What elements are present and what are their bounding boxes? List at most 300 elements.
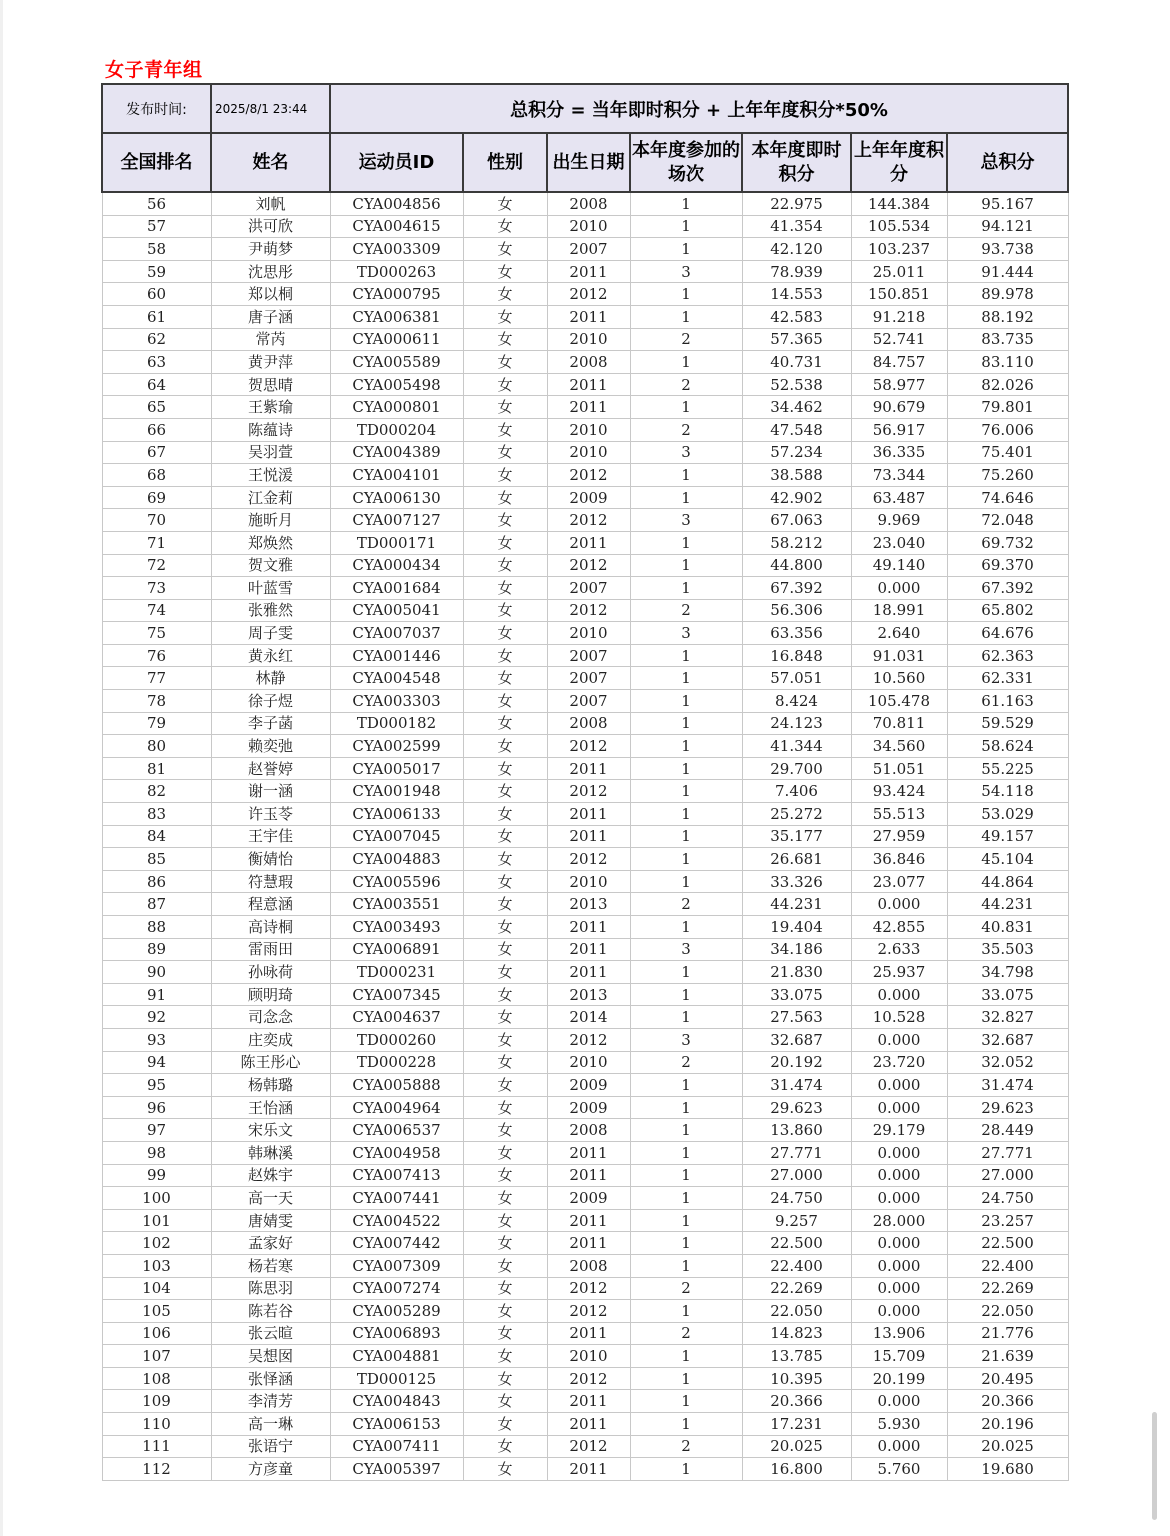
cell-total: 75.260 (947, 464, 1068, 487)
cell-current-points: 21.830 (742, 961, 851, 984)
score-formula: 总积分 = 当年即时积分 + 上年年度积分*50% (330, 84, 1068, 133)
cell-gender: 女 (463, 1458, 547, 1481)
cell-name: 李子菡 (211, 712, 330, 735)
table-row (102, 848, 1068, 871)
cell-last-year-points: 20.199 (851, 1367, 947, 1390)
cell-last-year-points: 90.679 (851, 396, 947, 419)
cell-events: 1 (630, 283, 742, 306)
scrollbar[interactable] (1152, 1412, 1157, 1520)
col-header-last-year-points: 上年年度积分 (851, 133, 947, 192)
cell-birth-year: 2007 (547, 644, 630, 667)
cell-name: 顾明琦 (211, 983, 330, 1006)
cell-events: 1 (630, 1209, 742, 1232)
cell-birth-year: 2011 (547, 260, 630, 283)
cell-birth-year: 2010 (547, 328, 630, 351)
cell-rank: 64 (102, 373, 211, 396)
cell-gender: 女 (463, 1028, 547, 1051)
cell-birth-year: 2007 (547, 690, 630, 713)
cell-athlete-id: TD000231 (330, 961, 463, 984)
cell-current-points: 27.771 (742, 1141, 851, 1164)
cell-name: 徐子煜 (211, 690, 330, 713)
cell-total: 45.104 (947, 848, 1068, 871)
cell-rank: 83 (102, 803, 211, 826)
cell-gender: 女 (463, 509, 547, 532)
cell-current-points: 27.563 (742, 1006, 851, 1029)
cell-total: 82.026 (947, 373, 1068, 396)
cell-birth-year: 2012 (547, 1435, 630, 1458)
cell-events: 2 (630, 1051, 742, 1074)
cell-athlete-id: CYA000434 (330, 554, 463, 577)
cell-total: 21.639 (947, 1345, 1068, 1368)
cell-name: 孟家好 (211, 1232, 330, 1255)
cell-total: 22.269 (947, 1277, 1068, 1300)
table-row (102, 283, 1068, 306)
cell-total: 20.495 (947, 1367, 1068, 1390)
cell-events: 2 (630, 599, 742, 622)
cell-rank: 96 (102, 1096, 211, 1119)
cell-name: 沈思彤 (211, 260, 330, 283)
cell-rank: 103 (102, 1254, 211, 1277)
cell-current-points: 58.212 (742, 531, 851, 554)
cell-last-year-points: 42.855 (851, 916, 947, 939)
cell-birth-year: 2012 (547, 599, 630, 622)
cell-rank: 58 (102, 238, 211, 261)
cell-total: 32.687 (947, 1028, 1068, 1051)
cell-rank: 94 (102, 1051, 211, 1074)
cell-last-year-points: 105.534 (851, 215, 947, 238)
publish-time: 2025/8/1 23:44 (211, 84, 330, 133)
cell-events: 1 (630, 1458, 742, 1481)
cell-birth-year: 2011 (547, 373, 630, 396)
cell-current-points: 29.623 (742, 1096, 851, 1119)
table-row (102, 1141, 1068, 1164)
cell-current-points: 13.860 (742, 1119, 851, 1142)
cell-last-year-points: 0.000 (851, 1254, 947, 1277)
cell-last-year-points: 23.077 (851, 870, 947, 893)
cell-current-points: 78.939 (742, 260, 851, 283)
cell-last-year-points: 10.528 (851, 1006, 947, 1029)
cell-events: 1 (630, 825, 742, 848)
table-row (102, 780, 1068, 803)
cell-gender: 女 (463, 464, 547, 487)
cell-name: 衡婧怡 (211, 848, 330, 871)
cell-current-points: 16.848 (742, 644, 851, 667)
cell-last-year-points: 93.424 (851, 780, 947, 803)
cell-total: 21.776 (947, 1322, 1068, 1345)
cell-last-year-points: 0.000 (851, 1028, 947, 1051)
cell-last-year-points: 2.640 (851, 622, 947, 645)
cell-name: 孙咏荷 (211, 961, 330, 984)
cell-rank: 111 (102, 1435, 211, 1458)
cell-birth-year: 2012 (547, 1028, 630, 1051)
cell-athlete-id: CYA007045 (330, 825, 463, 848)
cell-current-points: 24.123 (742, 712, 851, 735)
cell-athlete-id: CYA006133 (330, 803, 463, 826)
cell-events: 3 (630, 622, 742, 645)
table-row (102, 1119, 1068, 1142)
cell-name: 王紫瑜 (211, 396, 330, 419)
cell-name: 刘帆 (211, 192, 330, 215)
cell-gender: 女 (463, 803, 547, 826)
cell-birth-year: 2009 (547, 486, 630, 509)
col-header-birth-year: 出生日期 (547, 133, 630, 192)
cell-events: 1 (630, 351, 742, 374)
cell-total: 89.978 (947, 283, 1068, 306)
cell-name: 吴想囡 (211, 1345, 330, 1368)
table-row (102, 531, 1068, 554)
cell-name: 宋乐文 (211, 1119, 330, 1142)
cell-rank: 78 (102, 690, 211, 713)
cell-gender: 女 (463, 1006, 547, 1029)
cell-athlete-id: CYA004856 (330, 192, 463, 215)
cell-rank: 87 (102, 893, 211, 916)
cell-current-points: 27.000 (742, 1164, 851, 1187)
cell-name: 江金莉 (211, 486, 330, 509)
cell-rank: 76 (102, 644, 211, 667)
cell-gender: 女 (463, 712, 547, 735)
cell-name: 贺思晴 (211, 373, 330, 396)
cell-name: 赵誉婷 (211, 757, 330, 780)
cell-rank: 90 (102, 961, 211, 984)
cell-birth-year: 2013 (547, 893, 630, 916)
cell-athlete-id: CYA007345 (330, 983, 463, 1006)
cell-gender: 女 (463, 1390, 547, 1413)
cell-last-year-points: 150.851 (851, 283, 947, 306)
cell-birth-year: 2011 (547, 961, 630, 984)
table-row (102, 215, 1068, 238)
cell-athlete-id: CYA000795 (330, 283, 463, 306)
cell-total: 54.118 (947, 780, 1068, 803)
cell-current-points: 20.025 (742, 1435, 851, 1458)
cell-current-points: 20.192 (742, 1051, 851, 1074)
table-row (102, 712, 1068, 735)
cell-rank: 82 (102, 780, 211, 803)
cell-rank: 81 (102, 757, 211, 780)
cell-total: 69.732 (947, 531, 1068, 554)
cell-athlete-id: CYA007037 (330, 622, 463, 645)
cell-gender: 女 (463, 622, 547, 645)
cell-current-points: 44.231 (742, 893, 851, 916)
cell-current-points: 34.186 (742, 938, 851, 961)
page-title: 女子青年组 (105, 59, 203, 81)
cell-total: 53.029 (947, 803, 1068, 826)
cell-name: 许玉苓 (211, 803, 330, 826)
table-row (102, 509, 1068, 532)
cell-last-year-points: 13.906 (851, 1322, 947, 1345)
cell-name: 程意涵 (211, 893, 330, 916)
table-row (102, 418, 1068, 441)
cell-gender: 女 (463, 599, 547, 622)
cell-current-points: 22.975 (742, 192, 851, 215)
cell-events: 1 (630, 667, 742, 690)
cell-birth-year: 2010 (547, 215, 630, 238)
table-row (102, 1413, 1068, 1436)
cell-birth-year: 2014 (547, 1006, 630, 1029)
cell-gender: 女 (463, 825, 547, 848)
cell-gender: 女 (463, 1096, 547, 1119)
cell-gender: 女 (463, 238, 547, 261)
cell-current-points: 52.538 (742, 373, 851, 396)
cell-athlete-id: CYA004101 (330, 464, 463, 487)
cell-athlete-id: CYA004964 (330, 1096, 463, 1119)
cell-rank: 109 (102, 1390, 211, 1413)
cell-last-year-points: 18.991 (851, 599, 947, 622)
cell-total: 32.052 (947, 1051, 1068, 1074)
col-header-events: 本年度参加的场次 (630, 133, 742, 192)
cell-athlete-id: CYA007274 (330, 1277, 463, 1300)
cell-birth-year: 2007 (547, 667, 630, 690)
cell-gender: 女 (463, 1277, 547, 1300)
cell-rank: 79 (102, 712, 211, 735)
cell-name: 常芮 (211, 328, 330, 351)
cell-birth-year: 2011 (547, 305, 630, 328)
cell-events: 1 (630, 464, 742, 487)
cell-athlete-id: CYA004843 (330, 1390, 463, 1413)
cell-athlete-id: TD000204 (330, 418, 463, 441)
cell-current-points: 13.785 (742, 1345, 851, 1368)
table-row (102, 825, 1068, 848)
cell-name: 王怡涵 (211, 1096, 330, 1119)
cell-last-year-points: 0.000 (851, 1300, 947, 1323)
cell-name: 赖奕弛 (211, 735, 330, 758)
cell-events: 2 (630, 1322, 742, 1345)
cell-gender: 女 (463, 893, 547, 916)
cell-events: 1 (630, 486, 742, 509)
cell-birth-year: 2009 (547, 1074, 630, 1097)
cell-last-year-points: 23.720 (851, 1051, 947, 1074)
cell-current-points: 16.800 (742, 1458, 851, 1481)
cell-gender: 女 (463, 1141, 547, 1164)
table-row (102, 1300, 1068, 1323)
cell-total: 19.680 (947, 1458, 1068, 1481)
cell-name: 洪可欣 (211, 215, 330, 238)
cell-total: 72.048 (947, 509, 1068, 532)
cell-events: 1 (630, 1254, 742, 1277)
cell-events: 3 (630, 509, 742, 532)
cell-birth-year: 2011 (547, 1141, 630, 1164)
cell-rank: 84 (102, 825, 211, 848)
cell-current-points: 25.272 (742, 803, 851, 826)
cell-athlete-id: CYA005289 (330, 1300, 463, 1323)
cell-last-year-points: 144.384 (851, 192, 947, 215)
cell-birth-year: 2008 (547, 351, 630, 374)
cell-total: 61.163 (947, 690, 1068, 713)
cell-gender: 女 (463, 486, 547, 509)
cell-gender: 女 (463, 373, 547, 396)
cell-gender: 女 (463, 1367, 547, 1390)
cell-rank: 98 (102, 1141, 211, 1164)
cell-current-points: 26.681 (742, 848, 851, 871)
cell-name: 林静 (211, 667, 330, 690)
cell-rank: 100 (102, 1187, 211, 1210)
table-row (102, 396, 1068, 419)
cell-name: 杨韩璐 (211, 1074, 330, 1097)
cell-current-points: 67.392 (742, 577, 851, 600)
cell-events: 1 (630, 916, 742, 939)
cell-events: 1 (630, 870, 742, 893)
cell-rank: 88 (102, 916, 211, 939)
cell-rank: 65 (102, 396, 211, 419)
cell-current-points: 33.075 (742, 983, 851, 1006)
cell-gender: 女 (463, 1300, 547, 1323)
cell-name: 韩琳溪 (211, 1141, 330, 1164)
table-row (102, 351, 1068, 374)
cell-name: 叶蓝雪 (211, 577, 330, 600)
cell-athlete-id: CYA005596 (330, 870, 463, 893)
cell-rank: 63 (102, 351, 211, 374)
cell-last-year-points: 105.478 (851, 690, 947, 713)
cell-events: 1 (630, 644, 742, 667)
cell-events: 1 (630, 1119, 742, 1142)
cell-current-points: 17.231 (742, 1413, 851, 1436)
cell-events: 1 (630, 1345, 742, 1368)
cell-rank: 86 (102, 870, 211, 893)
cell-events: 3 (630, 1028, 742, 1051)
cell-gender: 女 (463, 644, 547, 667)
cell-last-year-points: 55.513 (851, 803, 947, 826)
cell-gender: 女 (463, 848, 547, 871)
cell-total: 20.366 (947, 1390, 1068, 1413)
cell-birth-year: 2010 (547, 441, 630, 464)
table-row (102, 373, 1068, 396)
cell-events: 1 (630, 735, 742, 758)
cell-current-points: 38.588 (742, 464, 851, 487)
cell-athlete-id: CYA000611 (330, 328, 463, 351)
cell-current-points: 8.424 (742, 690, 851, 713)
cell-last-year-points: 0.000 (851, 893, 947, 916)
cell-events: 1 (630, 1074, 742, 1097)
cell-last-year-points: 9.969 (851, 509, 947, 532)
cell-athlete-id: CYA007441 (330, 1187, 463, 1210)
cell-birth-year: 2010 (547, 870, 630, 893)
cell-name: 陈思羽 (211, 1277, 330, 1300)
cell-gender: 女 (463, 916, 547, 939)
cell-gender: 女 (463, 283, 547, 306)
cell-current-points: 22.400 (742, 1254, 851, 1277)
cell-total: 29.623 (947, 1096, 1068, 1119)
cell-total: 27.771 (947, 1141, 1068, 1164)
cell-total: 49.157 (947, 825, 1068, 848)
cell-rank: 57 (102, 215, 211, 238)
cell-athlete-id: CYA007411 (330, 1435, 463, 1458)
table-row (102, 667, 1068, 690)
cell-birth-year: 2007 (547, 238, 630, 261)
cell-total: 59.529 (947, 712, 1068, 735)
cell-birth-year: 2011 (547, 1390, 630, 1413)
cell-athlete-id: CYA004883 (330, 848, 463, 871)
cell-athlete-id: CYA006537 (330, 1119, 463, 1142)
cell-athlete-id: CYA004615 (330, 215, 463, 238)
cell-current-points: 63.356 (742, 622, 851, 645)
cell-birth-year: 2012 (547, 464, 630, 487)
cell-current-points: 29.700 (742, 757, 851, 780)
cell-name: 张语宁 (211, 1435, 330, 1458)
cell-last-year-points: 36.335 (851, 441, 947, 464)
cell-athlete-id: CYA004881 (330, 1345, 463, 1368)
cell-events: 1 (630, 215, 742, 238)
cell-name: 赵姝宇 (211, 1164, 330, 1187)
cell-name: 王宇佳 (211, 825, 330, 848)
cell-athlete-id: CYA007127 (330, 509, 463, 532)
cell-athlete-id: CYA005888 (330, 1074, 463, 1097)
table-row (102, 1232, 1068, 1255)
cell-name: 陈王彤心 (211, 1051, 330, 1074)
cell-name: 唐子涵 (211, 305, 330, 328)
cell-rank: 107 (102, 1345, 211, 1368)
cell-last-year-points: 10.560 (851, 667, 947, 690)
cell-events: 1 (630, 1300, 742, 1323)
cell-name: 庄奕成 (211, 1028, 330, 1051)
table-row (102, 554, 1068, 577)
cell-events: 1 (630, 1141, 742, 1164)
cell-total: 32.827 (947, 1006, 1068, 1029)
cell-rank: 73 (102, 577, 211, 600)
cell-current-points: 14.823 (742, 1322, 851, 1345)
cell-events: 1 (630, 712, 742, 735)
cell-events: 2 (630, 1277, 742, 1300)
cell-events: 1 (630, 1187, 742, 1210)
cell-total: 83.735 (947, 328, 1068, 351)
table-row (102, 803, 1068, 826)
cell-current-points: 57.365 (742, 328, 851, 351)
cell-total: 64.676 (947, 622, 1068, 645)
cell-total: 75.401 (947, 441, 1068, 464)
cell-athlete-id: CYA004548 (330, 667, 463, 690)
table-row (102, 622, 1068, 645)
cell-name: 尹萌梦 (211, 238, 330, 261)
cell-gender: 女 (463, 1209, 547, 1232)
cell-total: 67.392 (947, 577, 1068, 600)
cell-total: 62.331 (947, 667, 1068, 690)
cell-rank: 69 (102, 486, 211, 509)
cell-current-points: 33.326 (742, 870, 851, 893)
cell-gender: 女 (463, 260, 547, 283)
cell-events: 1 (630, 1232, 742, 1255)
cell-gender: 女 (463, 554, 547, 577)
col-header-current-points: 本年度即时积分 (742, 133, 851, 192)
cell-name: 高诗桐 (211, 916, 330, 939)
table-row (102, 1254, 1068, 1277)
cell-name: 司念念 (211, 1006, 330, 1029)
col-header-total: 总积分 (947, 133, 1068, 192)
cell-name: 施昕月 (211, 509, 330, 532)
cell-last-year-points: 73.344 (851, 464, 947, 487)
cell-current-points: 20.366 (742, 1390, 851, 1413)
cell-birth-year: 2008 (547, 712, 630, 735)
table-row (102, 1345, 1068, 1368)
cell-birth-year: 2010 (547, 418, 630, 441)
cell-gender: 女 (463, 441, 547, 464)
table-row (102, 1164, 1068, 1187)
cell-birth-year: 2012 (547, 848, 630, 871)
cell-current-points: 31.474 (742, 1074, 851, 1097)
cell-name: 高一琳 (211, 1413, 330, 1436)
table-row (102, 893, 1068, 916)
cell-name: 贺文雅 (211, 554, 330, 577)
cell-name: 张怿涵 (211, 1367, 330, 1390)
cell-birth-year: 2011 (547, 1458, 630, 1481)
cell-gender: 女 (463, 1164, 547, 1187)
cell-last-year-points: 0.000 (851, 1164, 947, 1187)
cell-events: 1 (630, 305, 742, 328)
cell-athlete-id: CYA004958 (330, 1141, 463, 1164)
cell-total: 83.110 (947, 351, 1068, 374)
table-row (102, 1209, 1068, 1232)
cell-events: 1 (630, 780, 742, 803)
cell-birth-year: 2011 (547, 803, 630, 826)
cell-name: 吴羽萱 (211, 441, 330, 464)
cell-gender: 女 (463, 1413, 547, 1436)
